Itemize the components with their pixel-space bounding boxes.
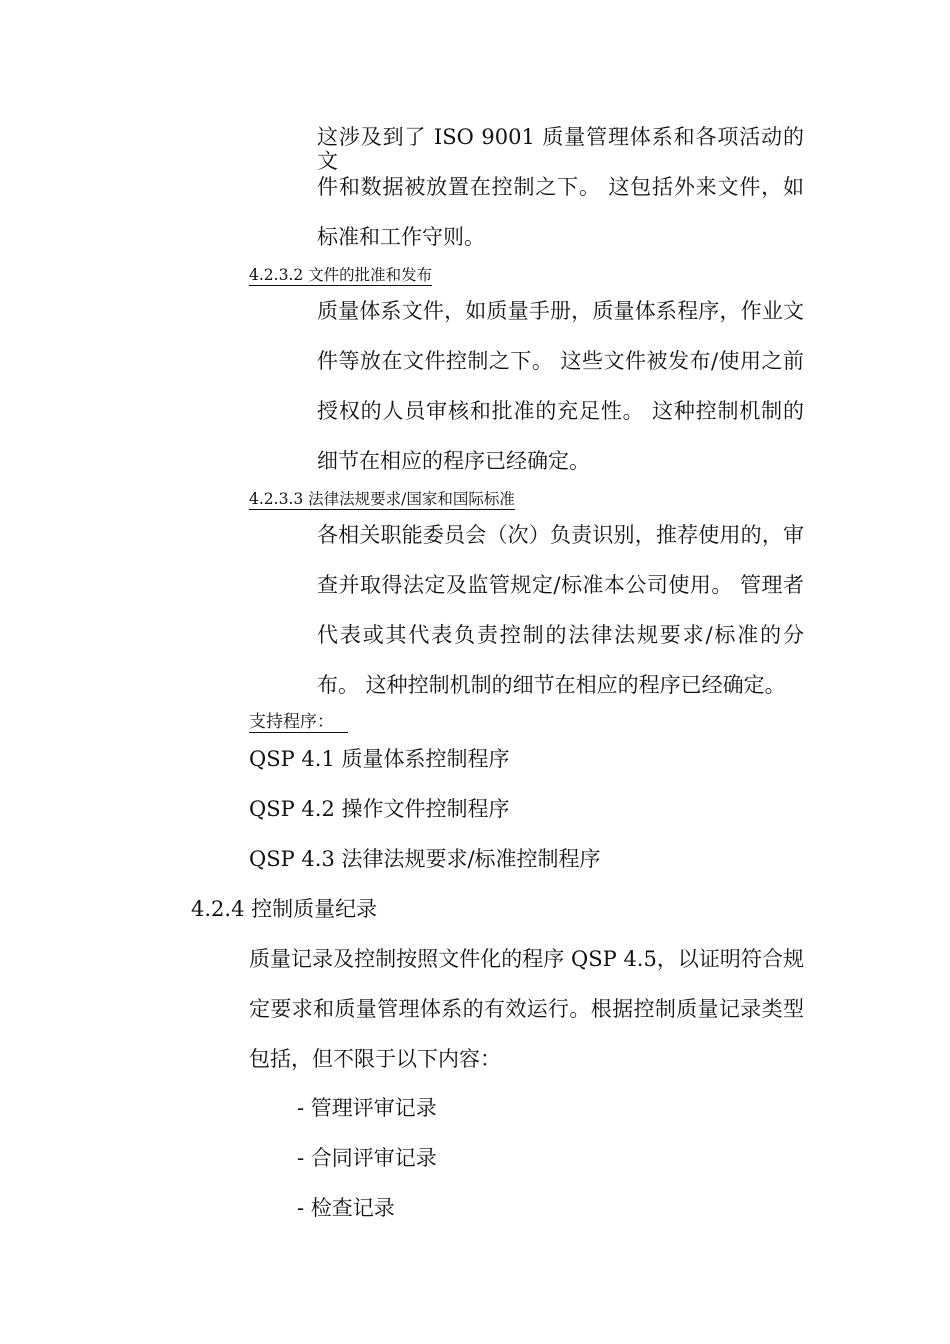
paragraph-line: 件等放在文件控制之下。 这些文件被发布/使用之前: [317, 349, 804, 373]
paragraph-line: 包括，但不限于以下内容：: [249, 1047, 501, 1071]
paragraph-line: 布。 这种控制机制的细节在相应的程序已经确定。: [317, 673, 786, 697]
subsection-heading-4-2-3-2: 4.2.3.2 文件的批准和发布: [249, 266, 433, 284]
paragraph-line: 查并取得法定及监管规定/标准本公司使用。 管理者: [317, 573, 804, 597]
support-label: 支持程序：: [249, 713, 348, 733]
paragraph-line: 授权的人员审核和批准的充足性。 这种控制机制的: [317, 399, 804, 423]
paragraph-line: 质量记录及控制按照文件化的程序 QSP 4.5，以证明符合规: [249, 947, 804, 971]
list-item: - 合同评审记录: [297, 1146, 437, 1170]
subsection-heading-4-2-3-3: 4.2.3.3 法律法规要求/国家和国际标准: [249, 490, 515, 508]
paragraph-line: 质量体系文件，如质量手册，质量体系程序，作业文: [317, 299, 804, 323]
paragraph-line: 各相关职能委员会（次）负责识别，推荐使用的，审: [317, 523, 804, 547]
paragraph-line: 代表或其代表负责控制的法律法规要求/标准的分: [317, 623, 804, 647]
paragraph-line: 细节在相应的程序已经确定。: [317, 449, 590, 473]
support-item: QSP 4.3 法律法规要求/标准控制程序: [249, 847, 601, 871]
support-item: QSP 4.2 操作文件控制程序: [249, 797, 510, 821]
support-item: QSP 4.1 质量体系控制程序: [249, 747, 510, 771]
list-item: - 管理评审记录: [297, 1096, 437, 1120]
paragraph-line: 标准和工作守则。: [317, 225, 485, 249]
paragraph-line: 这涉及到了 ISO 9001 质量管理体系和各项活动的文: [317, 125, 804, 173]
paragraph-line: 定要求和质量管理体系的有效运行。根据控制质量记录类型: [249, 997, 804, 1021]
paragraph-line: 件和数据被放置在控制之下。 这包括外来文件，如: [317, 175, 804, 199]
section-heading-4-2-4: 4.2.4 控制质量纪录: [191, 897, 378, 921]
list-item: - 检查记录: [297, 1196, 395, 1220]
